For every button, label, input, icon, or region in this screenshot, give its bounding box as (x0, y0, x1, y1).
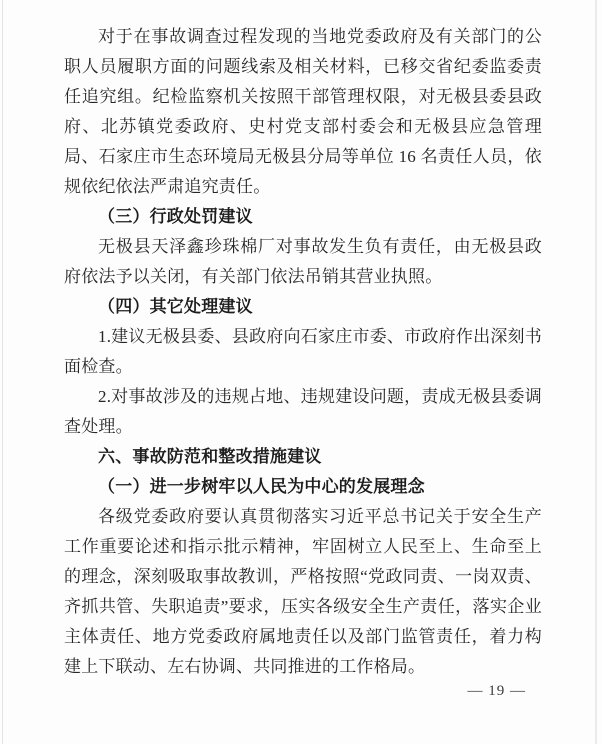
paragraph: 无极县天泽鑫珍珠棉厂对事故发生负有责任，由无极县政府依法予以关闭，有关部门依法吊销其营业执照。 (64, 237, 542, 286)
section-heading: （三）行政处罚建议 (98, 207, 253, 226)
section-heading: （四）其它处理建议 (98, 297, 253, 316)
scan-edge-left-line (2, 0, 3, 744)
paragraph: 1.建议无极县委、县政府向石家庄市委、市政府作出深刻书面检查。 (64, 327, 542, 376)
paragraph: 对于在事故调查过程发现的当地党委政府及有关部门的公职人员履职方面的问题线索及相关材料，已移交省纪委监委责任追究组。纪检监察机关按照干部管理权限，对无极县委县政府、北苏镇党委政府、史村党支部村委会和无极县应急管理局、石家庄市生态环境局无极县分局等单位 16 名责任人员，依规依纪依法严肃追究责任。 (64, 27, 542, 196)
paragraph: 2.对事故涉及的违规占地、违规建设问题，责成无极县委调查处理。 (64, 387, 542, 436)
page-number: — 19 — (467, 683, 526, 699)
paragraph: 各级党委政府要认真贯彻落实习近平总书记关于安全生产工作重要论述和指示批示精神，牢固树立人民至上、生命至上的理念，深刻吸取事故教训，严格按照“党政同责、一岗双责、齐抓共管、失职追责”要求，压实各级安全生产责任，落实企业主体责任、地方党委政府属地责任以及部门监管责任，着力构建上下联动、左右协调、共同推进的工作格局。 (64, 507, 542, 676)
document-body (64, 22, 542, 682)
section-heading: （一）进一步树牢以人民为中心的发展理念 (98, 477, 425, 496)
scan-edge-right-line (595, 0, 597, 744)
section-heading: 六、事故防范和整改措施建议 (98, 447, 322, 466)
